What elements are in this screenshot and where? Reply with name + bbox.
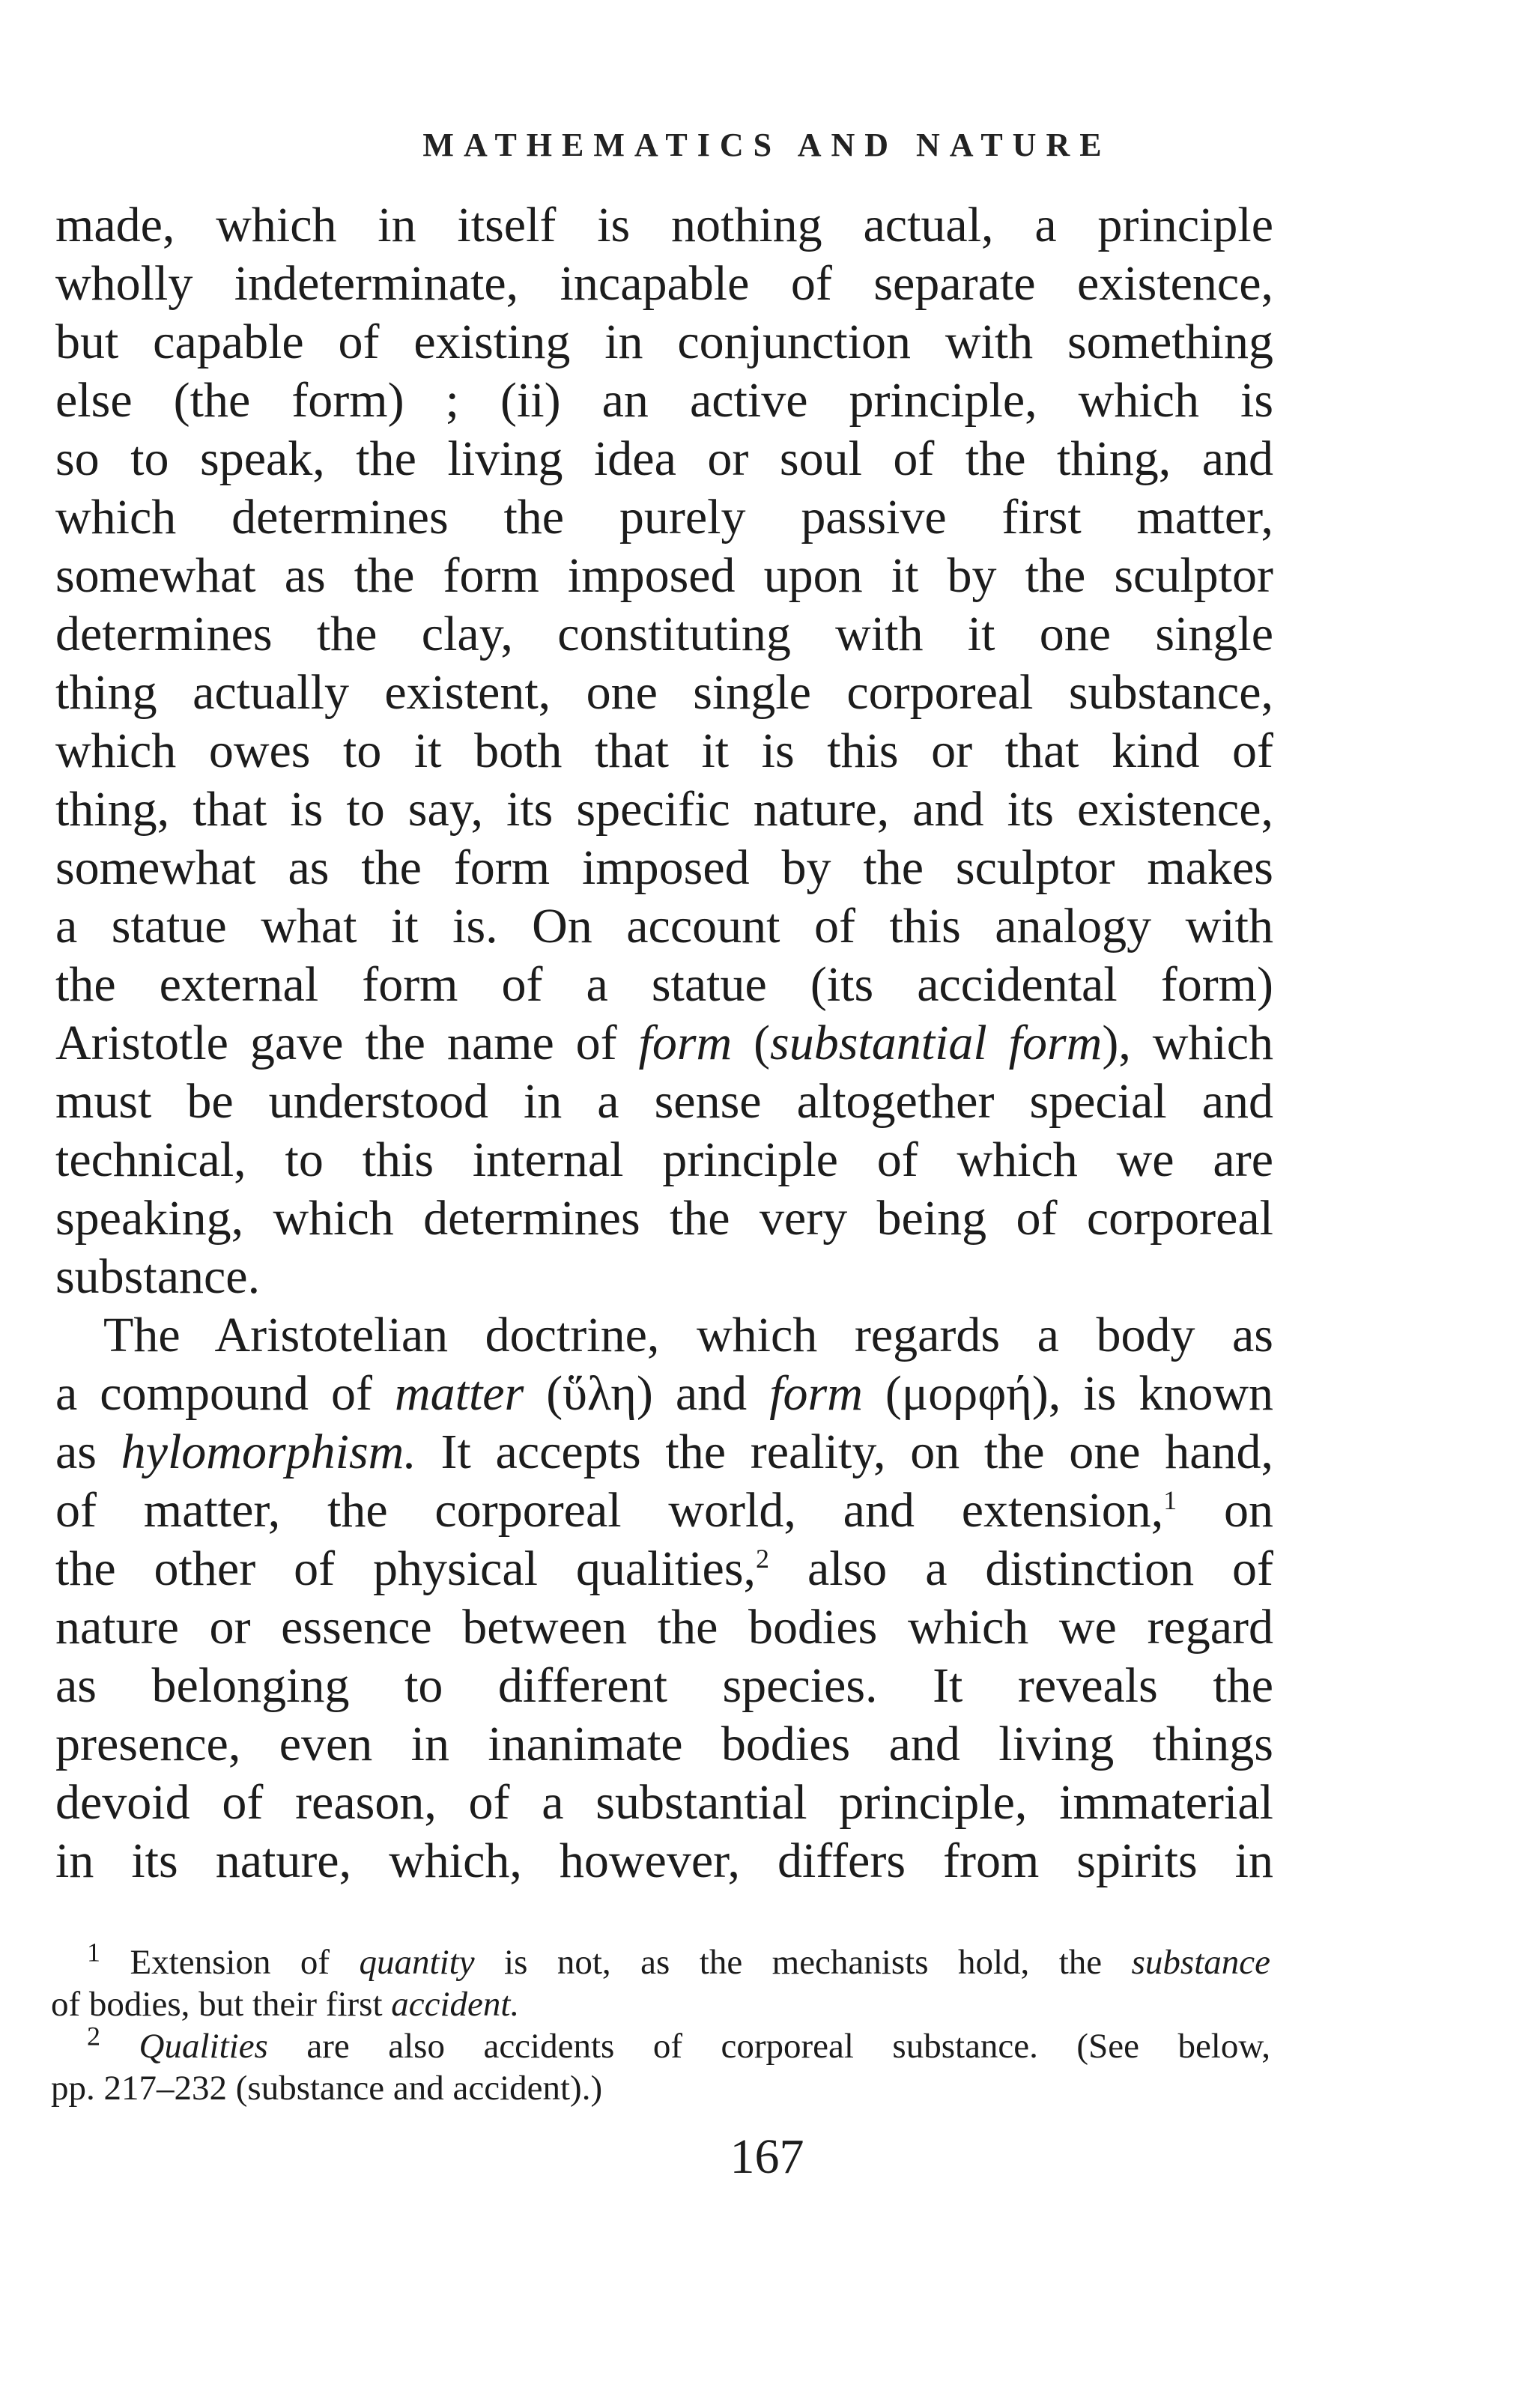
text-segment: a compound of bbox=[55, 1366, 395, 1421]
italic-term: form bbox=[638, 1016, 733, 1070]
body-line: wholly indeterminate, incapable of separate existence, bbox=[55, 256, 1273, 311]
body-line: devoid of reason, of a substantial principle, immaterial bbox=[55, 1775, 1273, 1830]
body-line: speaking, which determines the very being of corporeal bbox=[55, 1191, 1273, 1246]
footnote-1-cont bbox=[51, 1983, 1270, 2025]
body-line bbox=[55, 1423, 1273, 1482]
body-line: as belonging to different species. It reveals the bbox=[55, 1658, 1273, 1713]
body-line: which determines the purely passive first matter, bbox=[55, 490, 1273, 545]
body-line: thing, that is to say, its specific nature, and its existence, bbox=[55, 782, 1273, 837]
body-line: which owes to it both that it is this or that kind of bbox=[55, 724, 1273, 778]
body-line: but capable of existing in conjunction with something bbox=[55, 315, 1273, 369]
body-line bbox=[55, 1014, 1273, 1073]
text-segment: (ὕλη) and bbox=[524, 1366, 770, 1421]
running-head: MATHEMATICS AND NATURE bbox=[422, 127, 1112, 163]
text-segment: the other of physical qualities, bbox=[55, 1541, 757, 1596]
text-segment: ), which bbox=[1102, 1016, 1273, 1070]
body-line: else (the form) ; (ii) an active principle, which is bbox=[55, 373, 1273, 428]
italic-term: quantity bbox=[359, 1943, 475, 1982]
text-segment: ( bbox=[732, 1016, 771, 1070]
body-line: made, which in itself is nothing actual, a principle bbox=[55, 198, 1273, 252]
footnote-ref: 1 bbox=[1163, 1485, 1177, 1515]
paragraph-first-line: The Aristotelian doctrine, which regards a body as bbox=[103, 1308, 1273, 1362]
body-line bbox=[55, 1540, 1273, 1598]
body-line: the external form of a statue (its accidental form) bbox=[55, 957, 1273, 1012]
text-segment: Extension of bbox=[100, 1943, 360, 1982]
text-segment bbox=[100, 2027, 139, 2066]
italic-term: Qualities bbox=[139, 2027, 268, 2066]
body-line: nature or essence between the bodies which we regard bbox=[55, 1600, 1273, 1655]
footnote-marker: 1 bbox=[87, 1937, 100, 1968]
footnote-2-cont: pp. 217–232 (substance and accident).) bbox=[51, 2069, 603, 2108]
body-line: must be understood in a sense altogether special and bbox=[55, 1074, 1273, 1129]
text-segment: of matter, the corporeal world, and extension, bbox=[55, 1483, 1164, 1538]
footnote-marker: 2 bbox=[87, 2021, 100, 2051]
text-segment: is not, as the mechanists hold, the bbox=[474, 1943, 1132, 1982]
italic-term: substance bbox=[1131, 1943, 1270, 1982]
body-line: thing actually existent, one single corporeal substance, bbox=[55, 665, 1273, 720]
body-line bbox=[55, 1365, 1273, 1423]
body-line: a statue what it is. On account of this analogy with bbox=[55, 899, 1273, 953]
text-segment: of bodies, but their first bbox=[51, 1985, 392, 2024]
body-text bbox=[55, 196, 1273, 1890]
body-line: so to speak, the living idea or soul of the thing, and bbox=[55, 431, 1273, 486]
text-segment: on bbox=[1177, 1483, 1273, 1538]
text-segment: It accepts the reality, on the one hand, bbox=[416, 1425, 1273, 1479]
body-line: somewhat as the form imposed upon it by the sculptor bbox=[55, 548, 1273, 603]
body-line: technical, to this internal principle of which we are bbox=[55, 1132, 1273, 1187]
text-segment: are also accidents of corporeal substance. (See below, bbox=[267, 2027, 1270, 2066]
text-segment: also a distinction of bbox=[769, 1541, 1273, 1596]
text-segment: (μορφή), is known bbox=[862, 1366, 1273, 1421]
italic-term: matter bbox=[394, 1366, 524, 1421]
body-line: presence, even in inanimate bodies and living things bbox=[55, 1717, 1273, 1771]
footnote-2 bbox=[51, 2021, 1270, 2067]
body-line: substance. bbox=[55, 1249, 261, 1304]
italic-term: hylomorphism. bbox=[121, 1425, 416, 1479]
page-number: 167 bbox=[730, 2129, 804, 2184]
italic-term: substantial form bbox=[770, 1016, 1103, 1070]
text-segment: Aristotle gave the name of bbox=[55, 1016, 639, 1070]
text-segment: as bbox=[55, 1425, 121, 1479]
italic-term: form bbox=[769, 1366, 863, 1421]
footnote-1 bbox=[51, 1937, 1270, 1983]
italic-term: accident. bbox=[391, 1985, 520, 2024]
body-line: in its nature, which, however, differs from spirits in bbox=[55, 1834, 1273, 1888]
footnote-ref: 2 bbox=[756, 1544, 770, 1574]
body-line: somewhat as the form imposed by the sculptor makes bbox=[55, 840, 1273, 895]
body-line bbox=[55, 1482, 1273, 1540]
footnotes bbox=[51, 1937, 1270, 2109]
body-line: determines the clay, constituting with it one single bbox=[55, 607, 1273, 661]
